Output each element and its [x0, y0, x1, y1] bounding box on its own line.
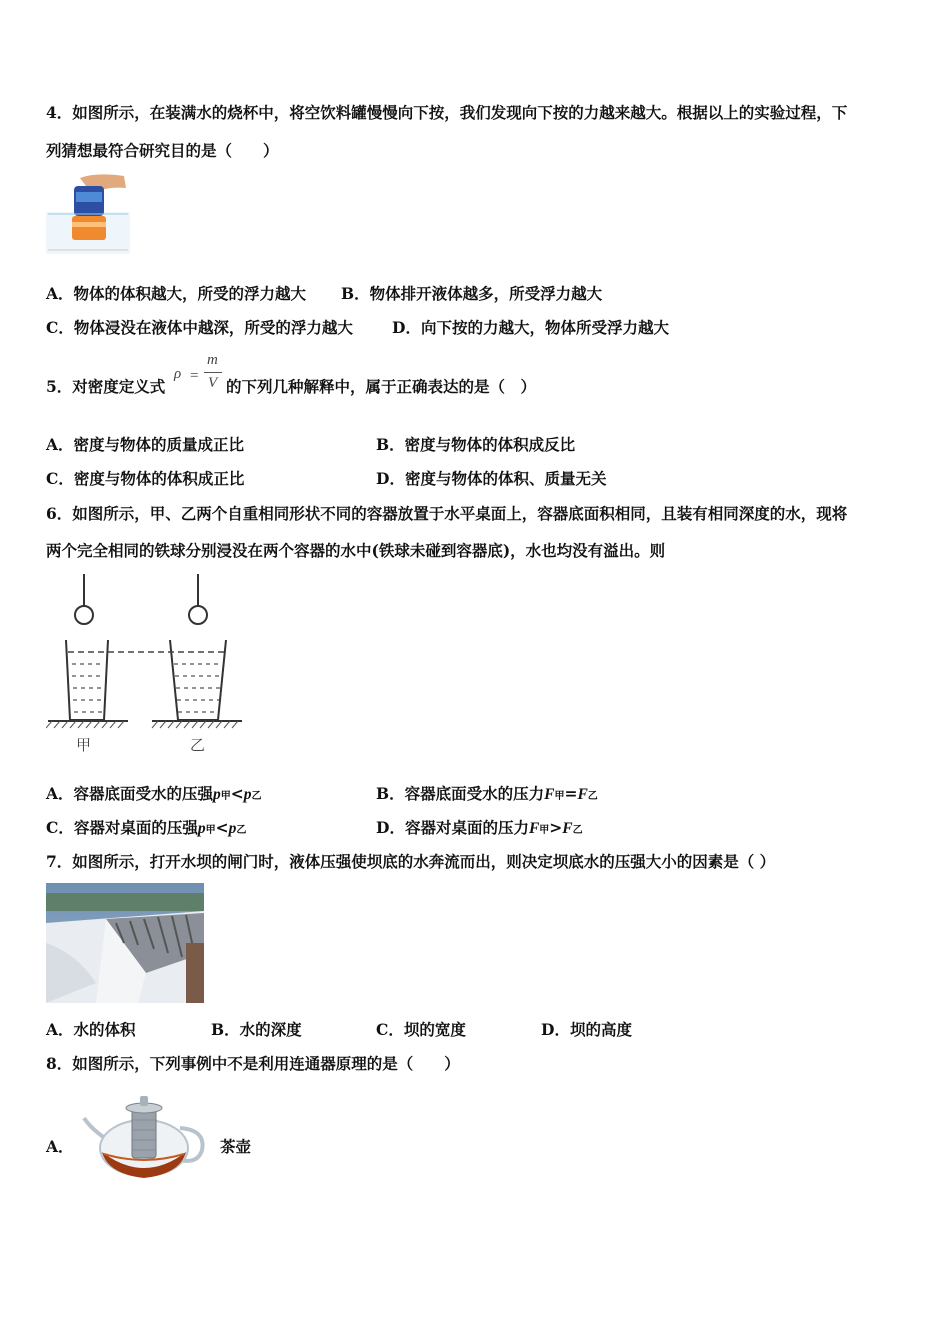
q4-stem-line1: 4．如图所示，在装满水的烧杯中，将空饮料罐慢慢向下按，我们发现向下按的力越来越大。根据以上的实验过程，下 [46, 103, 848, 122]
q4-can-in-water-image [46, 172, 130, 254]
q8-stem-line1: 8．如图所示，下列事例中不是利用连通器原理的是（ ） [46, 1054, 460, 1073]
q5-option-d: D．密度与物体的体积、质量无关 [376, 469, 607, 488]
q7-option-c: C．坝的宽度 [376, 1020, 466, 1039]
q5-volume-v: V [208, 375, 218, 391]
q7-option-d: D．坝的高度 [541, 1020, 632, 1039]
q6-option-c: C．容器对桌面的压强p甲<p乙 [46, 818, 247, 837]
q6-option-b: B．容器底面受水的压力F甲=F乙 [376, 784, 598, 803]
q5-stem-prefix: 5．对密度定义式 [46, 377, 166, 396]
q5-stem-suffix: 的下列几种解释中，属于正确表达的是（ ） [226, 377, 537, 396]
q5-option-a: A．密度与物体的质量成正比 [46, 435, 245, 454]
q7-option-b: B．水的深度 [211, 1020, 302, 1039]
q6-label-jia: 甲 [76, 736, 92, 754]
q6-containers-diagram [46, 572, 246, 760]
q5-fraction-bar [204, 372, 222, 373]
q7-stem-line1: 7．如图所示，打开水坝的闸门时，液体压强使坝底的水奔流而出，则决定坝底水的压强大小的因素是（ ） [46, 852, 776, 871]
q8-teapot-image [80, 1088, 210, 1182]
q7-option-a: A．水的体积 [46, 1020, 136, 1039]
q5-equals: = [190, 368, 199, 384]
q5-option-b: B．密度与物体的体积成反比 [376, 435, 576, 454]
q4-option-c: C．物体浸没在液体中越深，所受的浮力越大 [46, 318, 353, 337]
q4-stem-line2: 列猜想最符合研究目的是（ ） [46, 141, 279, 160]
q5-mass-m: m [207, 352, 218, 368]
q6-option-a: A．容器底面受水的压强p甲<p乙 [46, 784, 262, 803]
q5-rho: ρ [174, 366, 182, 382]
q6-option-d: D．容器对桌面的压力F甲>F乙 [376, 818, 583, 837]
q8-option-a-label: A． [46, 1137, 74, 1156]
q8-option-a-caption: 茶壶 [220, 1137, 252, 1156]
q6-stem-line1: 6．如图所示，甲、乙两个自重相同形状不同的容器放置于水平桌面上，容器底面积相同，且装有相同深度的水，现将 [46, 504, 848, 523]
q6-stem-line2: 两个完全相同的铁球分别浸没在两个容器的水中(铁球未碰到容器底)，水也均没有溢出。则 [46, 541, 666, 560]
q7-dam-photo [46, 883, 204, 1003]
q5-option-c: C．密度与物体的体积成正比 [46, 469, 245, 488]
q6-label-yi: 乙 [190, 736, 206, 754]
q4-option-b: B．物体排开液体越多，所受浮力越大 [341, 284, 603, 303]
q4-option-a: A．物体的体积越大，所受的浮力越大 [46, 284, 307, 303]
q4-option-d: D．向下按的力越大，物体所受浮力越大 [392, 318, 669, 337]
